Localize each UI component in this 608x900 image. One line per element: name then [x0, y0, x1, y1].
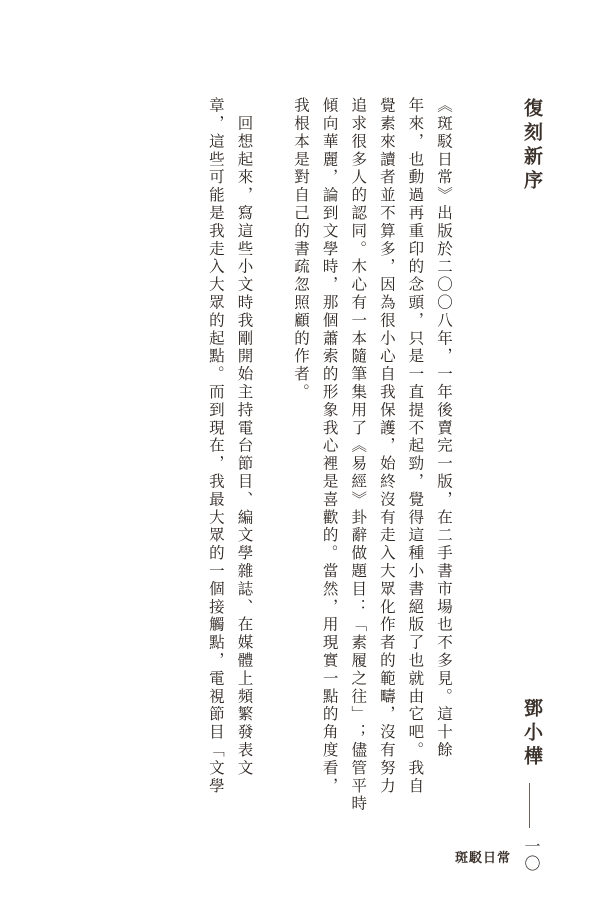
paragraph-line: 回想起來，寫這些小文時我剛開始主持電台節目、編文學雜誌、在媒體上頻繁發表文 — [235, 97, 254, 778]
paragraph-line: 《斑駁日常》出版於二〇〇八年，一年後賣完一版，在二手書市場也不多見。這十餘 — [435, 97, 453, 760]
paragraph-line: 覺素來讀者並不算多，因為很小心自我保護，始終沒有走入大眾化作者的範疇，沒有努力 — [377, 97, 396, 796]
paragraph-line: 追求很多人的認同。木心有一本隨筆集用了《易經》卦辭做題目：「素履之往」；儘管平時 — [349, 97, 368, 813]
paragraph-line: 年來，也動過再重印的念頭，只是一直提不起勁，覺得這種小書絕版了也就由它吧。我自 — [406, 97, 425, 796]
paragraph-gap — [258, 97, 286, 787]
paragraph-line: 我根本是對自己的書疏忽照顧的作者。 — [292, 97, 311, 402]
divider-rule — [529, 783, 530, 828]
paragraph-line: 章，這些可能是我走入大眾的起點。而到現在，我最大眾的一個接觸點，電視節目「文學 — [206, 97, 225, 796]
page-number: 一〇 — [522, 838, 541, 872]
running-title: 斑駁日常 — [455, 851, 512, 866]
author-name: 鄧小樺 — [521, 698, 543, 770]
body-text — [201, 97, 458, 813]
chapter-title: 復刻新序 — [521, 98, 543, 194]
paragraph-line: 傾向華麗，論到文學時，那個蕭索的形象我心裡是喜歡的。當然，用現實一點的角度看， — [320, 97, 339, 796]
